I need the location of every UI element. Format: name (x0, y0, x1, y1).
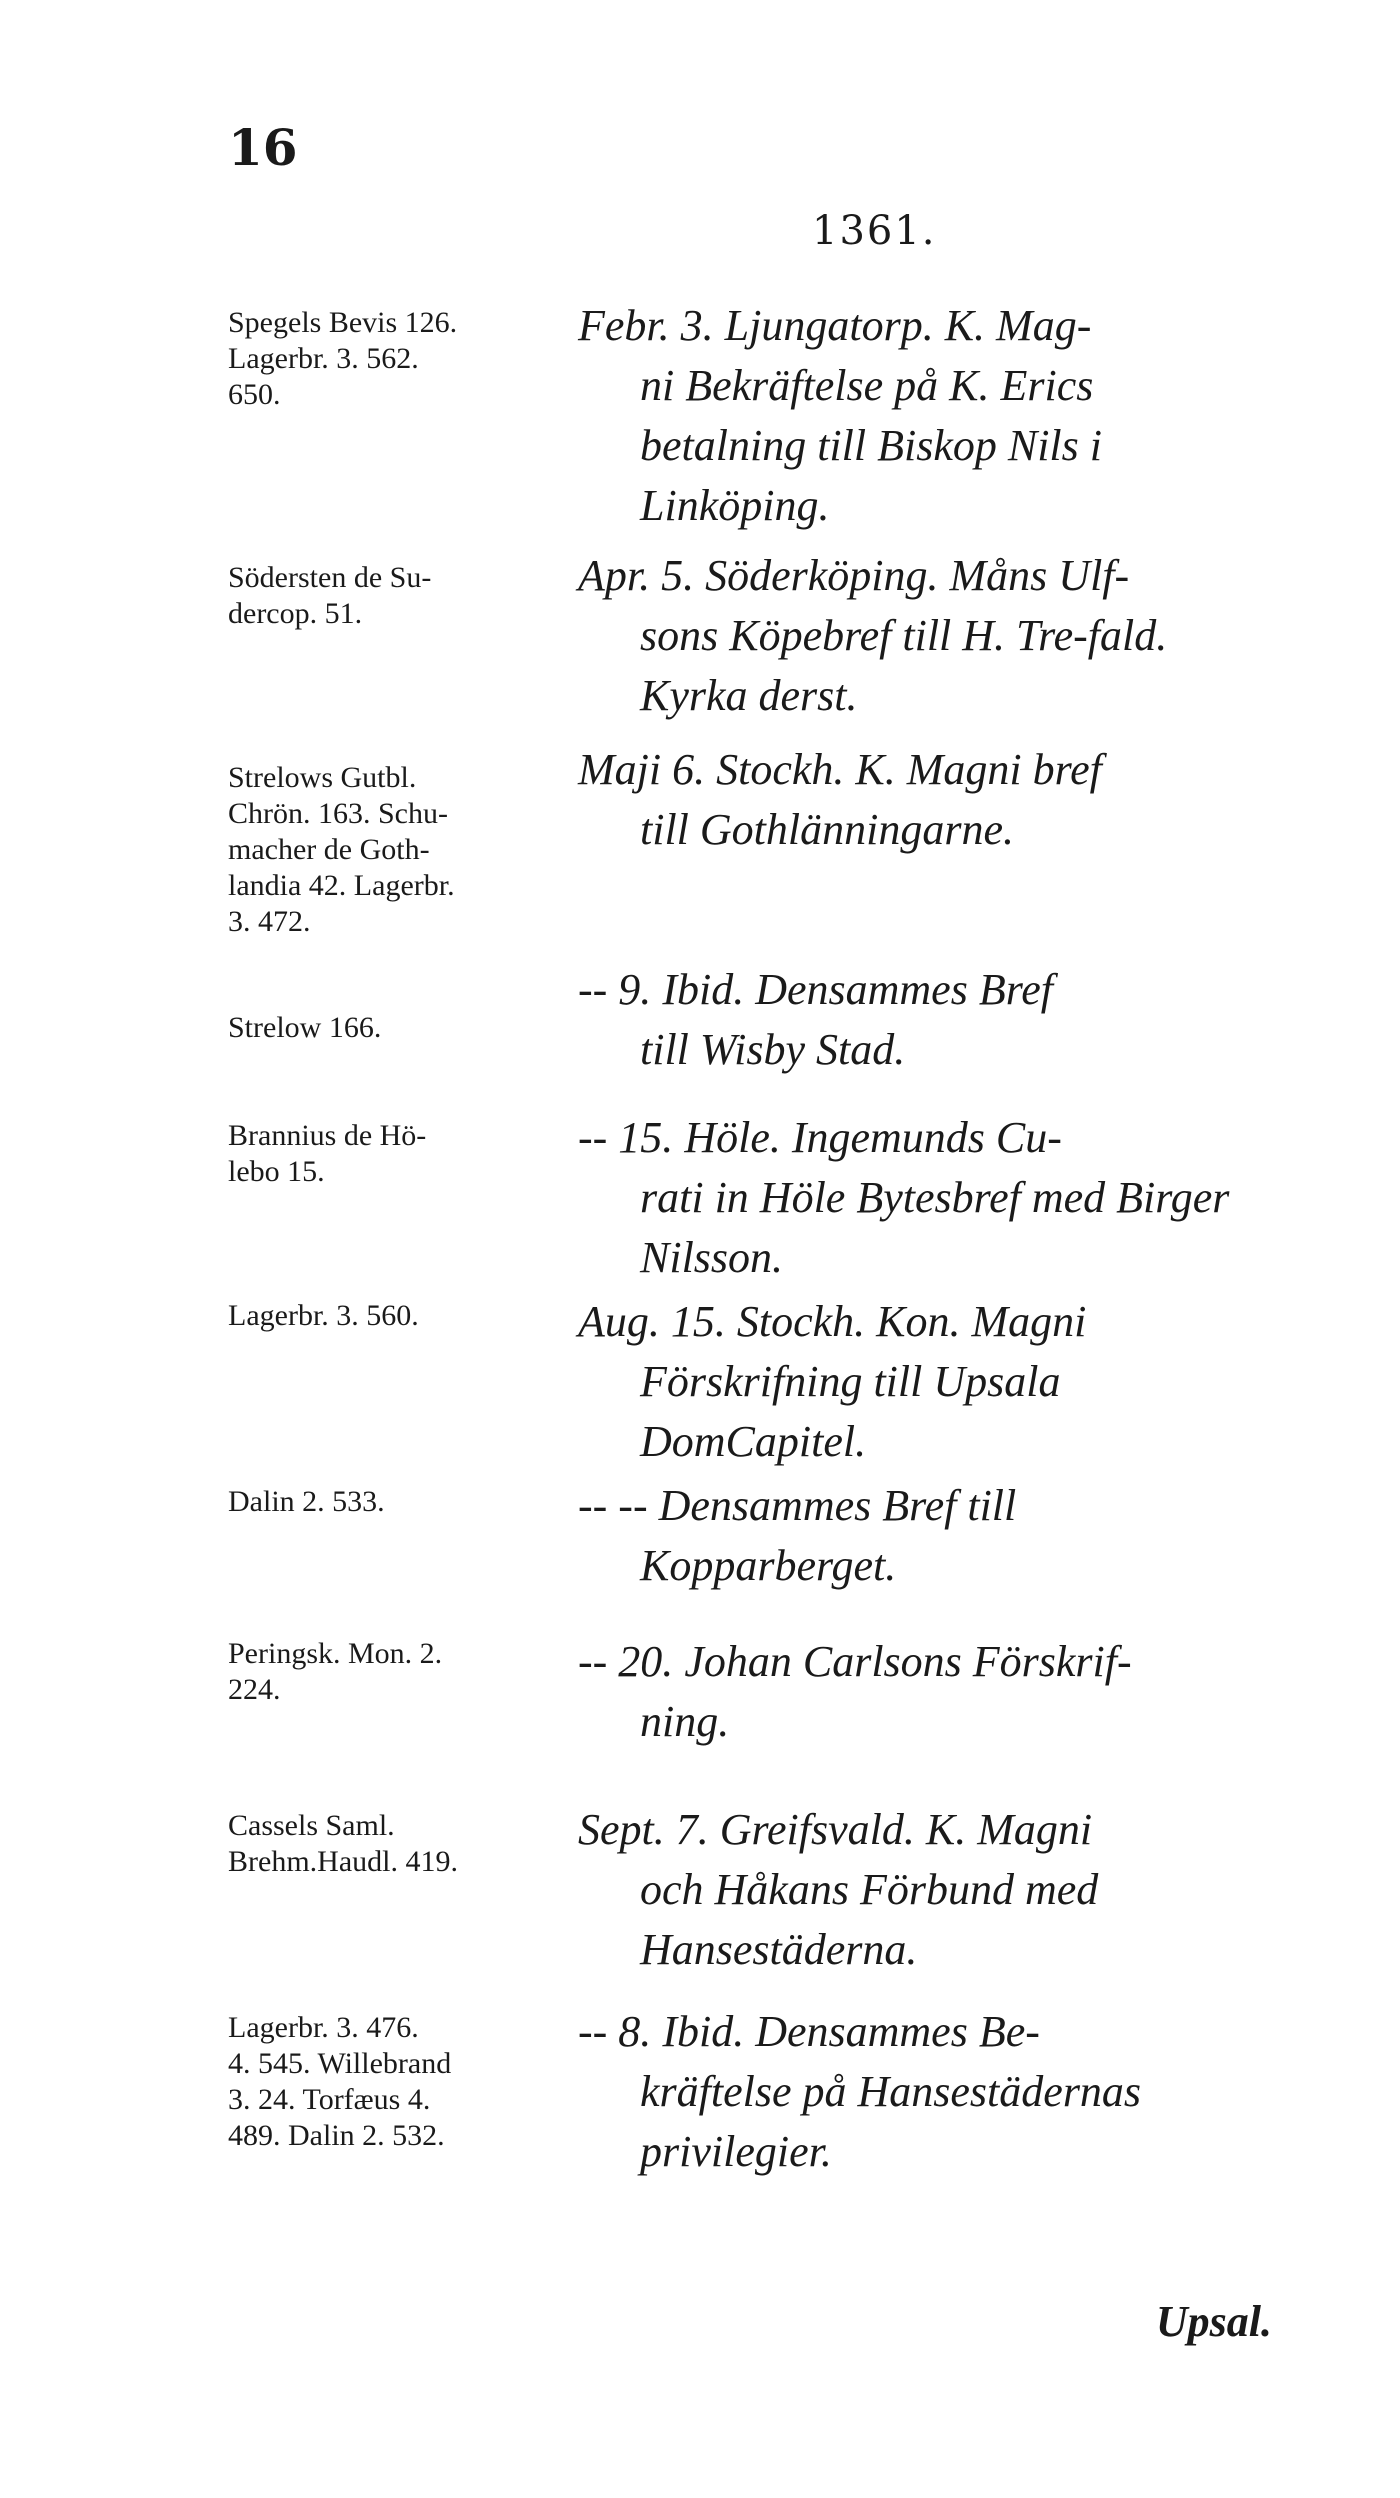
chronicle-entry (578, 1800, 1268, 1980)
entry-date: Sept. 7. (578, 1805, 709, 1854)
chronicle-entry (578, 1292, 1268, 1472)
catchword: Upsal. (1155, 2297, 1272, 2346)
entry-date: -- 9. (578, 965, 652, 1014)
chronicle-entry (578, 296, 1268, 536)
chronicle-entry (578, 740, 1268, 860)
entry-continuation: sons Köpebref till H. Tre-fald. Kyrka derst. (640, 611, 1168, 720)
entry-date: Aug. 15. (578, 1297, 726, 1346)
entry-continuation: ning. (640, 1697, 730, 1746)
entry-text: Ljungatorp. K. Mag- (724, 301, 1092, 350)
entry-text: Densammes Bref till (658, 1481, 1017, 1530)
entry-date: -- -- (578, 1481, 648, 1530)
year-heading: 1361. (812, 208, 937, 254)
reference-note: Spegels Bevis 126. Lagerbr. 3. 562. 650. (228, 306, 458, 411)
reference-note: Södersten de Su- dercop. 51. (228, 561, 432, 630)
entry-continuation: Kopparberget. (640, 1541, 897, 1590)
reference-note: Strelows Gutbl. Chrön. 163. Schu- macher de Goth- landia 42. Lagerbr. 3. 472. (228, 761, 455, 938)
entry-date: Febr. 3. (578, 301, 714, 350)
entry-text: Söderköping. Måns Ulf- (705, 551, 1130, 600)
entry-continuation: ni Bekräftelse på K. Erics betalning till Biskop Nils i Linköping. (640, 361, 1102, 530)
chronicle-entry (578, 2002, 1268, 2182)
reference-note: Brannius de Hö- lebo 15. (228, 1119, 427, 1188)
entry-text: Johan Carlsons Förskrif- (684, 1637, 1132, 1686)
reference-note: Peringsk. Mon. 2. 224. (228, 1637, 443, 1706)
reference-note: Strelow 166. (228, 1011, 382, 1044)
entry-date: -- 8. (578, 2007, 652, 2056)
entry-continuation: och Håkans Förbund med Hansestäderna. (640, 1865, 1099, 1974)
entry-date: -- 20. (578, 1637, 674, 1686)
entry-date: Apr. 5. (578, 551, 695, 600)
entry-text: Stockh. Kon. Magni (736, 1297, 1087, 1346)
entry-continuation: Förskrifning till Upsala DomCapitel. (640, 1357, 1061, 1466)
entry-text: Ibid. Densammes Bref (662, 965, 1053, 1014)
reference-note: Cassels Saml. Brehm.Haudl. 419. (228, 1809, 458, 1878)
chronicle-entry (578, 1476, 1268, 1596)
page-number: 16 (228, 118, 298, 177)
entry-text: Ibid. Densammes Be- (662, 2007, 1040, 2056)
entry-continuation: rati in Höle Bytesbref med Birger Nilsson. (640, 1173, 1230, 1282)
entry-text: Höle. Ingemunds Cu- (684, 1113, 1062, 1162)
reference-note: Lagerbr. 3. 560. (228, 1299, 419, 1332)
entry-text: Greifsvald. K. Magni (719, 1805, 1093, 1854)
reference-note: Lagerbr. 3. 476. 4. 545. Willebrand 3. 24. Torfæus 4. 489. Dalin 2. 532. (228, 2011, 452, 2152)
entry-text: Stockh. K. Magni bref (716, 745, 1102, 794)
chronicle-entry (578, 960, 1268, 1080)
chronicle-entry (578, 1108, 1268, 1288)
entry-continuation: till Wisby Stad. (640, 1025, 906, 1074)
chronicle-entry (578, 546, 1268, 726)
chronicle-entry (578, 1632, 1268, 1752)
entry-continuation: kräftelse på Hansestädernas privilegier. (640, 2067, 1142, 2176)
entry-date: Maji 6. (578, 745, 706, 794)
entry-continuation: till Gothlänningarne. (640, 805, 1014, 854)
entry-date: -- 15. (578, 1113, 674, 1162)
reference-note: Dalin 2. 533. (228, 1485, 385, 1518)
